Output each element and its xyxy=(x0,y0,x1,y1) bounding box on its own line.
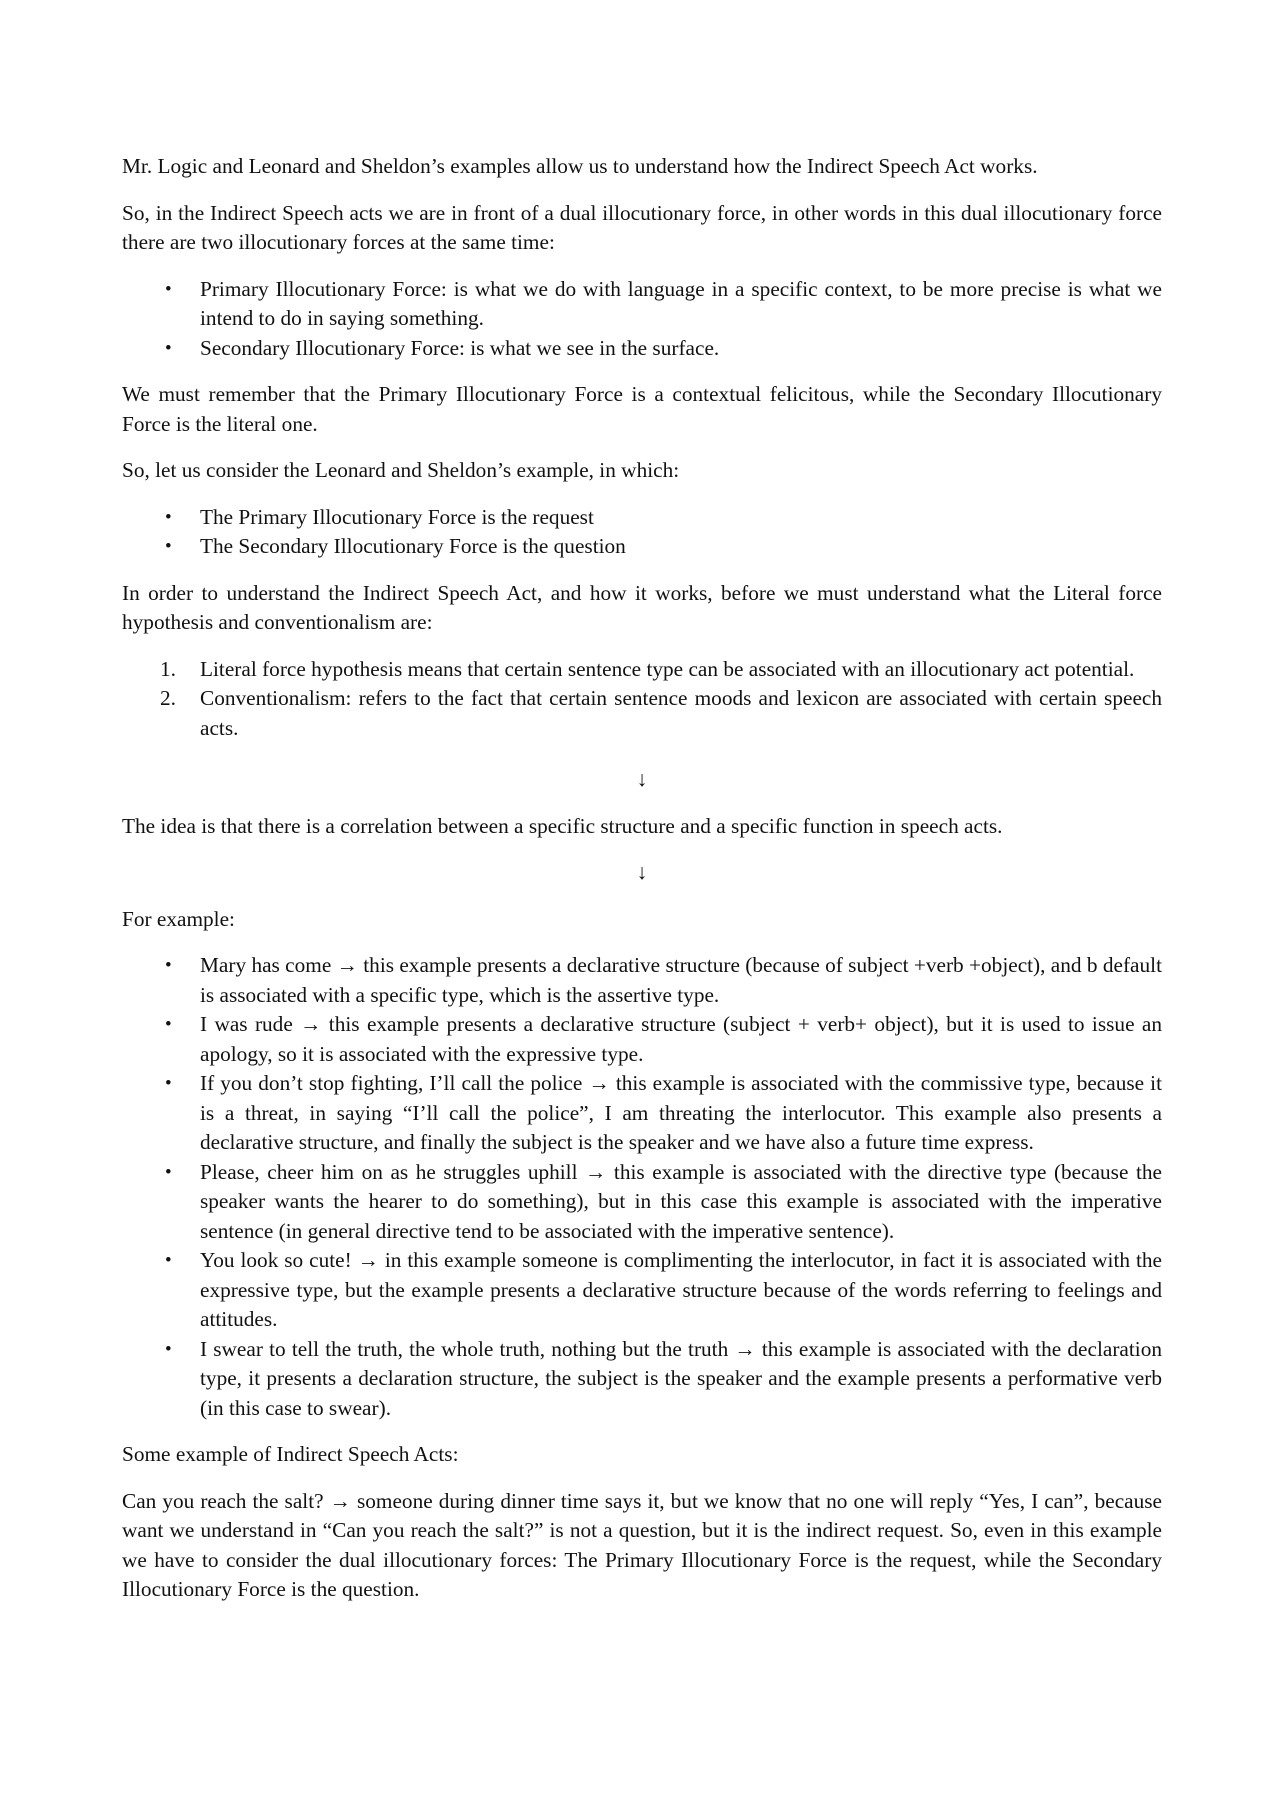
bullet-icon: • xyxy=(165,278,172,300)
list-item xyxy=(165,275,1162,334)
list-item-text: If you don’t stop fighting, I’ll call the police → this example is associated with the commissive type, because it is a threat, in saying “I’ll call the police”, I am threating the interlocutor. This example also presents a declarative structure, and finally the subject is the speaker and we have also a future time express. xyxy=(200,1071,1162,1154)
bullet-icon: • xyxy=(165,955,172,976)
paragraph-in-order: In order to understand the Indirect Speech Act, and how it works, before we must understand what the Literal force hypothesis and conventionalism are: xyxy=(122,580,1162,634)
paragraph-some-examples: Some example of Indirect Speech Acts: xyxy=(122,1442,459,1466)
list-item xyxy=(165,334,1162,364)
paragraph-salt-example: Can you reach the salt? → someone during dinner time says it, but we know that no one will reply “Yes, I can”, because want we understand in “Can you reach the salt?” is not a question, but it is the indirect request. So, even in this example we have to consider the dual illocutionary forces: The Primary Illocutionary Force is the request, while the Secondary Illocutionary Force is the question. xyxy=(122,1488,1162,1601)
bullet-icon: • xyxy=(165,1161,172,1183)
list-item xyxy=(165,1335,1162,1424)
list-item xyxy=(165,503,1162,533)
list-number: 2. xyxy=(160,686,176,710)
down-arrow-icon: ↓ xyxy=(636,860,648,884)
list-item xyxy=(160,655,1162,685)
example-forces-bullet-list xyxy=(122,503,1162,562)
bullet-icon: • xyxy=(165,506,172,528)
paragraph-dual-force: So, in the Indirect Speech acts we are in front of a dual illocutionary force, in other words in this dual illocutionary force there are two illocutionary forces at the same time: xyxy=(122,200,1162,254)
list-item xyxy=(165,532,1162,562)
list-item xyxy=(165,1158,1162,1247)
list-item-text: Secondary Illocutionary Force: is what we see in the surface. xyxy=(200,335,720,360)
bullet-icon: • xyxy=(165,1338,172,1360)
paragraph-remember: We must remember that the Primary Illocutionary Force is a contextual felicitous, while the Secondary Illocutionary Force is the literal one. xyxy=(122,382,1162,436)
bullet-icon: • xyxy=(165,1250,172,1271)
list-item xyxy=(165,1010,1162,1069)
list-item-text: The Primary Illocutionary Force is the request xyxy=(200,504,594,529)
list-item-text: Literal force hypothesis means that certain sentence type can be associated with an illocutionary act potential. xyxy=(200,656,1135,681)
examples-bullet-list xyxy=(122,951,1162,1423)
bullet-icon: • xyxy=(165,337,172,359)
list-item-text: Conventionalism: refers to the fact that certain sentence moods and lexicon are associated with certain speech acts. xyxy=(200,686,1162,740)
bullet-icon: • xyxy=(165,1073,172,1094)
list-item xyxy=(165,1246,1162,1335)
list-item-text: Please, cheer him on as he struggles uphill → this example is associated with the directive type (because the speaker wants the hearer to do something), but in this case this example is associated with the imperative sentence (in general directive tend to be associated with the imperative sentence). xyxy=(200,1159,1162,1243)
paragraph-consider: So, let us consider the Leonard and Sheldon’s example, in which: xyxy=(122,458,680,482)
bullet-icon: • xyxy=(165,1014,172,1035)
numbered-list xyxy=(122,655,1162,744)
paragraph-intro: Mr. Logic and Leonard and Sheldon’s examples allow us to understand how the Indirect Speech Act works. xyxy=(122,154,1038,178)
paragraph-idea: The idea is that there is a correlation between a specific structure and a specific function in speech acts. xyxy=(122,813,1003,838)
list-item xyxy=(165,1069,1162,1158)
list-item xyxy=(160,684,1162,743)
list-item-text: Primary Illocutionary Force: is what we do with language in a specific context, to be more precise is what we intend to do in saying something. xyxy=(200,276,1162,330)
list-item-text: I was rude → this example presents a declarative structure (subject + verb+ object), but it is used to issue an apology, so it is associated with the expressive type. xyxy=(200,1012,1162,1066)
forces-bullet-list xyxy=(122,275,1162,364)
down-arrow-icon: ↓ xyxy=(636,767,648,791)
list-item-text: The Secondary Illocutionary Force is the question xyxy=(200,534,626,558)
list-number: 1. xyxy=(160,656,176,681)
list-item-text: Mary has come → this example presents a declarative structure (because of subject +verb +object), and b default is associated with a specific type, which is the assertive type. xyxy=(200,953,1162,1007)
list-item-text: I swear to tell the truth, the whole truth, nothing but the truth → this example is associated with the declaration type, it presents a declaration structure, the subject is the speaker and the example presents a performative verb (in this case to swear). xyxy=(200,1336,1162,1420)
bullet-icon: • xyxy=(165,536,172,557)
list-item-text: You look so cute! → in this example someone is complimenting the interlocutor, in fact it is associated with the expressive type, but the example presents a declarative structure because of the words referring to feelings and attitudes. xyxy=(200,1248,1162,1331)
list-item xyxy=(165,951,1162,1010)
paragraph-for-example: For example: xyxy=(122,906,235,931)
